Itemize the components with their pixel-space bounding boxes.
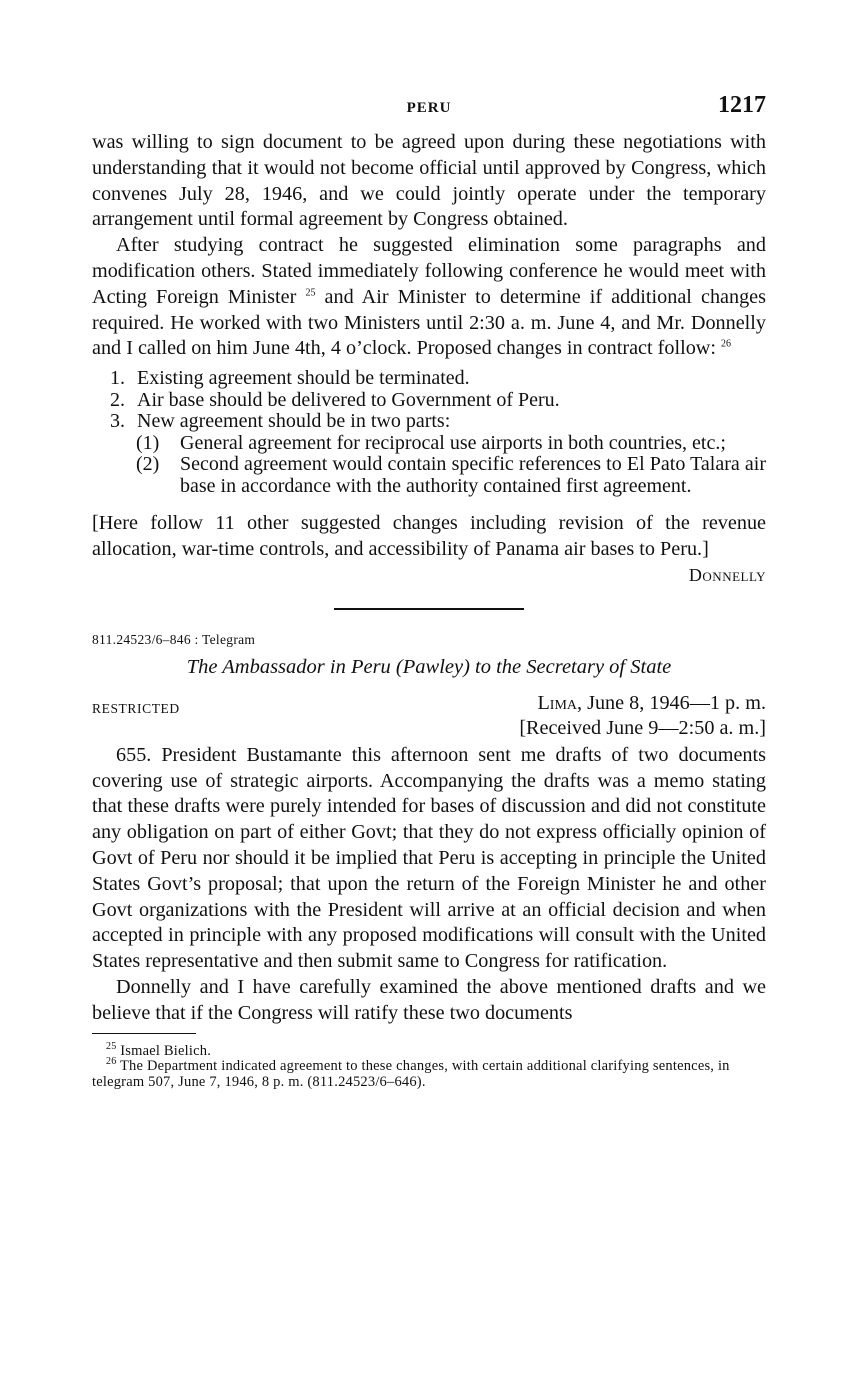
sub-list-number: (1) <box>136 431 160 454</box>
place: Lima <box>537 691 578 714</box>
document-title: The Ambassador in Peru (Pawley) to the Secretary of State <box>186 655 672 678</box>
paragraph-telegram-body: 655. President Bustamante this afternoon sent me drafts of two documents covering use of strategic airports. Accompanying the drafts was a memo stating that these drafts were purely intended for bases of discussion and did not constitute any obligation on part of either Govt; that they do not express officially opinion of Govt of Peru nor should it be implied that Peru is accepting in principle the United States Govt’s proposal; that upon the return of the Foreign Minister he and other Govt organizations with the President will arrive at an official decision and when accepted in principle with any proposed modifications will consult with the United States representative and then submit same to Congress for ratification. <box>92 743 766 973</box>
footnote-25 <box>92 1040 766 1060</box>
place-date <box>537 691 766 716</box>
sub-list-item <box>92 454 766 497</box>
sub-list-text: Second agreement would contain specific references to El Pato Talara air base in accordance with the authority contained first agreement. <box>180 453 766 497</box>
running-head: PERU <box>406 100 452 116</box>
page-number: 1217 <box>718 92 766 118</box>
paragraph-text: After studying contract he suggested elimination some paragraphs and modification others. Stated immediately following conference he would meet with Acting Foreign Minister <box>92 234 766 308</box>
list-text: Existing agreement should be terminated. <box>137 367 470 390</box>
signature: Donnelly <box>688 564 766 585</box>
document-page <box>92 0 766 1090</box>
classification-label: RESTRICTED <box>92 700 180 716</box>
list-text: Air base should be delivered to Government of Peru. <box>137 388 560 411</box>
proposed-changes-list <box>92 368 766 497</box>
footnote-ref-26[interactable]: 26 <box>721 338 732 350</box>
paragraph-text: and Air Minister to determine if additional changes required. He worked with two Ministers until 2:30 a. m. June 4, and Mr. Donnelly and I called on him June 4th, 4 o’clock. Proposed changes in contract follow: <box>92 285 766 360</box>
list-item <box>92 390 766 412</box>
footnote-text: Ismael Bielich. <box>120 1042 212 1059</box>
list-item <box>92 411 766 433</box>
footnote-divider <box>92 1033 196 1034</box>
paragraph-telegram-continuation: Donnelly and I have carefully examined the above mentioned drafts and we believe that if the Congress will ratify these two documents <box>92 975 766 1024</box>
footnote-ref-25[interactable]: 25 <box>305 287 316 299</box>
section-divider <box>334 608 524 610</box>
list-number: 2. <box>110 388 125 411</box>
list-text: New agreement should be in two parts: <box>137 410 451 433</box>
list-number: 3. <box>110 410 125 433</box>
editorial-note: [Here follow 11 other suggested changes including revision of the revenue allocation, war-time controls, and accessibility of Panama air bases to Peru.] <box>92 512 766 560</box>
footnote-number: 26 <box>106 1056 117 1068</box>
file-reference: 811.24523/6–846 : Telegram <box>92 631 256 647</box>
page-header <box>92 0 766 130</box>
received-time: [Received June 9—2:50 a. m.] <box>519 716 766 739</box>
footnote-number: 25 <box>106 1040 117 1052</box>
list-item <box>92 368 766 390</box>
paragraph-continuation: was willing to sign document to be agreed upon during these negotiations with understanding that it would not become official until approved by Congress, which convenes July 28, 1946, and we could jointly operate under the temporary arrangement until formal agreement by Congress obtained. <box>92 131 766 231</box>
footnotes <box>92 1040 766 1091</box>
list-number: 1. <box>110 367 125 390</box>
sub-list-text: General agreement for reciprocal use airports in both countries, etc.; <box>180 431 726 454</box>
footnote-26 <box>92 1056 766 1090</box>
date: , June 8, 1946—1 p. m. <box>577 691 766 714</box>
dateline <box>92 691 766 743</box>
sub-list-number: (2) <box>136 453 160 476</box>
paragraph-contract-changes <box>92 233 766 362</box>
sub-list-item <box>92 433 766 455</box>
footnote-text: The Department indicated agreement to these changes, with certain additional clarifying sentences, in telegram 507, June 7, 1946, 8 p. m. (811.24523/6–646). <box>92 1058 730 1090</box>
